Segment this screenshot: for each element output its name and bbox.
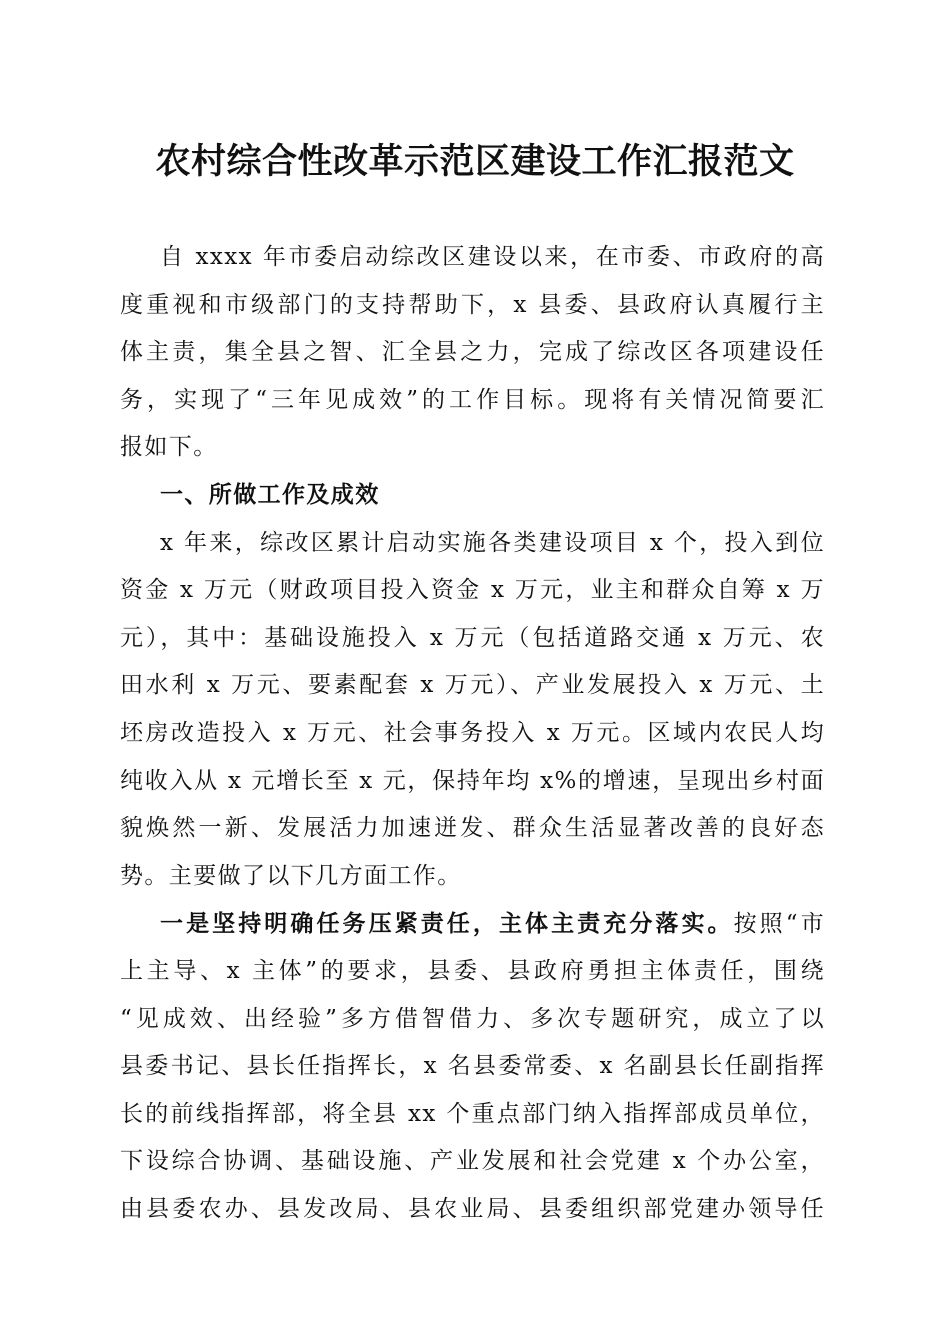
point-lead-rest: 按照“市 bbox=[733, 911, 825, 938]
paragraph-line: 由县委农办、县发改局、县农业局、县委组织部党建办领导任 bbox=[120, 1195, 825, 1222]
paragraph-line: “见成效、出经验”多方借智借力、多次专题研究，成立了以 bbox=[120, 1005, 825, 1032]
document-body bbox=[120, 234, 825, 1233]
paragraph-line: 势。主要做了以下几方面工作。 bbox=[120, 862, 462, 889]
paragraph-line: x 年来，综改区累计启动实施各类建设项目 x 个，投入到位 bbox=[160, 529, 825, 556]
paragraph-line: 度重视和市级部门的支持帮助下，x 县委、县政府认真履行主 bbox=[120, 291, 825, 318]
paragraph-line: 自 xxxx 年市委启动综改区建设以来，在市委、市政府的高 bbox=[160, 244, 825, 270]
paragraph-line: 纯收入从 x 元增长至 x 元，保持年均 x%的增速，呈现出乡村面 bbox=[120, 767, 825, 794]
paragraph-line: 坯房改造投入 x 万元、社会事务投入 x 万元。区域内农民人均 bbox=[120, 719, 825, 746]
paragraph-line bbox=[120, 900, 825, 948]
paragraph-line: 体主责，集全县之智、汇全县之力，完成了综改区各项建设任 bbox=[120, 339, 825, 366]
paragraph-line: 貌焕然一新、发展活力加速迸发、群众生活显著改善的良好态 bbox=[120, 815, 825, 842]
paragraph-line: 长的前线指挥部，将全县 xx 个重点部门纳入指挥部成员单位， bbox=[120, 1100, 825, 1127]
point-lead-bold: 一是坚持明确任务压紧责任，主体主责充分落实。 bbox=[160, 910, 734, 938]
paragraph-line: 县委书记、县长任指挥长，x 名县委常委、x 名副县长任副指挥 bbox=[120, 1053, 825, 1080]
document-title: 农村综合性改革示范区建设工作汇报范文 bbox=[155, 141, 795, 182]
section-heading: 一、所做工作及成效 bbox=[160, 481, 380, 508]
paragraph-line: 上主导、x 主体”的要求，县委、县政府勇担主体责任，围绕 bbox=[120, 957, 825, 984]
paragraph-line: 资金 x 万元（财政项目投入资金 x 万元，业主和群众自筹 x 万 bbox=[120, 577, 825, 604]
paragraph-line: 田水利 x 万元、要素配套 x 万元）、产业发展投入 x 万元、土 bbox=[120, 672, 825, 699]
paragraph-line: 务，实现了“三年见成效”的工作目标。现将有关情况简要汇 bbox=[120, 386, 825, 413]
paragraph-line: 报如下。 bbox=[120, 434, 218, 461]
paragraph-line: 元），其中：基础设施投入 x 万元（包括道路交通 x 万元、农 bbox=[120, 624, 825, 651]
paragraph-line: 下设综合协调、基础设施、产业发展和社会党建 x 个办公室， bbox=[120, 1148, 825, 1175]
